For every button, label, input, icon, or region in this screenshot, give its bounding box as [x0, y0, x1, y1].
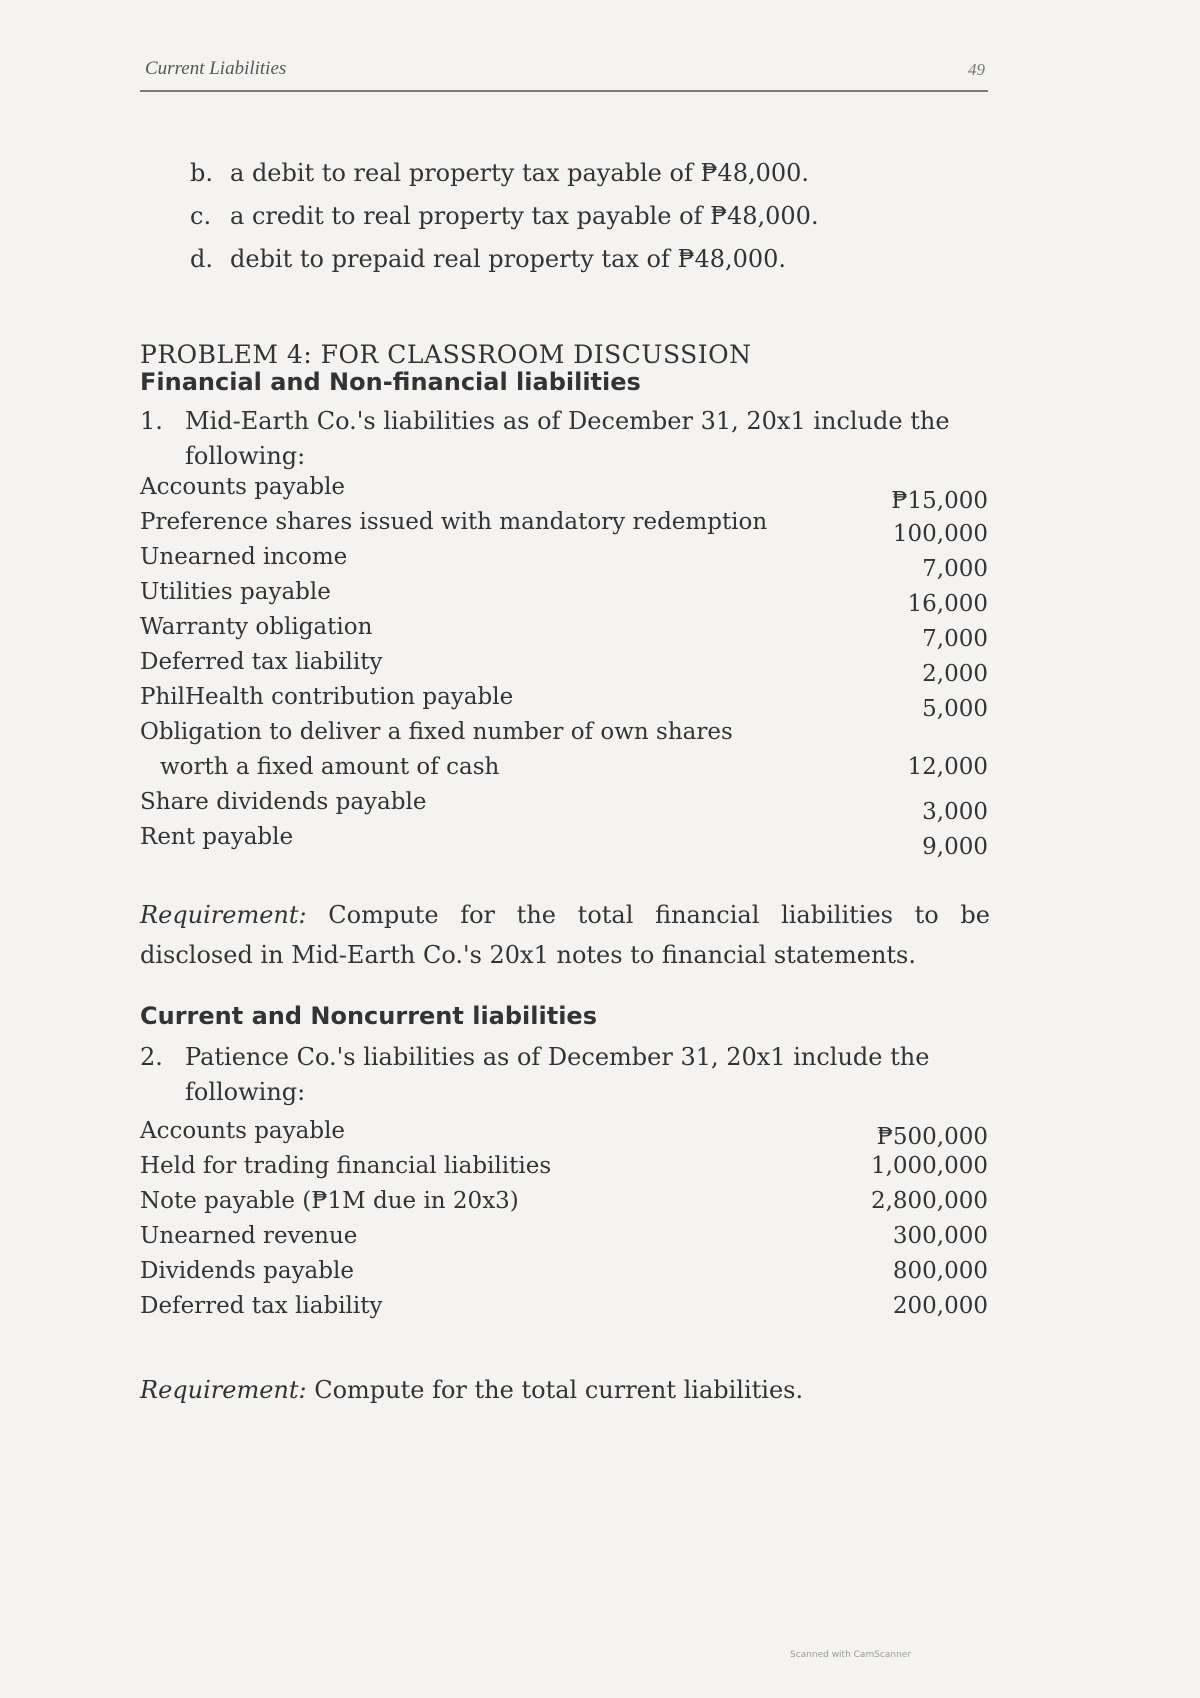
problem-title: PROBLEM 4: FOR CLASSROOM DISCUSSION: [140, 340, 752, 369]
requirement-text: Compute for the total current liabilities.: [314, 1376, 804, 1404]
section2-intro-line2: following:: [185, 1078, 306, 1106]
section2-intro-line1: Patience Co.'s liabilities as of December 31, 20x1 include the: [185, 1043, 930, 1071]
list-item: worth a fixed amount of cash 12,000: [160, 754, 988, 780]
list-item: Unearned income 7,000: [140, 544, 988, 582]
section2-intro: [140, 1040, 990, 1110]
section2-liabilities-list: [140, 1118, 988, 1328]
header-title: Current Liabilities: [145, 58, 287, 79]
list-item: Deferred tax liability 200,000: [140, 1293, 988, 1319]
section1-intro: [140, 404, 990, 474]
answer-choices: [190, 152, 819, 281]
section1-liabilities-list: [140, 474, 988, 859]
list-item: Warranty obligation 7,000: [140, 614, 988, 652]
section2-title: Current and Noncurrent liabilities: [140, 1002, 597, 1030]
choice-d: d. debit to prepaid real property tax of ₱48,000.: [190, 245, 787, 273]
list-item: PhilHealth contribution payable 5,000: [140, 684, 988, 722]
section1-title: Financial and Non-financial liabilities: [140, 368, 641, 396]
requirement-text: Compute for the total financial liabilities to be disclosed in Mid-Earth Co.'s 20x1 notes to financial statements.: [140, 901, 990, 969]
list-item: Accounts payable ₱500,000: [140, 1118, 988, 1150]
list-item: Accounts payable ₱15,000: [140, 474, 988, 514]
page-number: 49: [968, 60, 985, 79]
section1-intro-line2: following:: [185, 442, 306, 470]
section2-number: 2.: [140, 1043, 163, 1071]
scanner-watermark: Scanned with CamScanner: [790, 1650, 912, 1660]
running-header: [145, 58, 985, 80]
section1-number: 1.: [140, 407, 163, 435]
choice-c: c. a credit to real property tax payable of ₱48,000.: [190, 202, 819, 230]
list-item: Rent payable 9,000: [140, 824, 988, 860]
section2-requirement: [140, 1370, 990, 1410]
list-item: Deferred tax liability 2,000: [140, 649, 988, 687]
choice-b: b. a debit to real property tax payable of ₱48,000.: [190, 159, 810, 187]
list-item: Unearned revenue 300,000: [140, 1223, 988, 1249]
list-item: Dividends payable 800,000: [140, 1258, 988, 1284]
list-item: Preference shares issued with mandatory redemption 100,000: [140, 509, 988, 547]
requirement-label: Requirement:: [140, 901, 307, 929]
list-item: Note payable (₱1M due in 20x3) 2,800,000: [140, 1188, 988, 1214]
list-item: Share dividends payable 3,000: [140, 789, 988, 825]
section1-requirement: [140, 895, 990, 975]
list-item: Utilities payable 16,000: [140, 579, 988, 617]
section1-intro-line1: Mid-Earth Co.'s liabilities as of December 31, 20x1 include the: [185, 407, 950, 435]
header-rule: [140, 90, 988, 92]
list-item: Obligation to deliver a fixed number of own shares: [140, 719, 733, 745]
requirement-label: Requirement:: [140, 1376, 307, 1404]
list-item: Held for trading financial liabilities 1,000,000: [140, 1153, 988, 1179]
